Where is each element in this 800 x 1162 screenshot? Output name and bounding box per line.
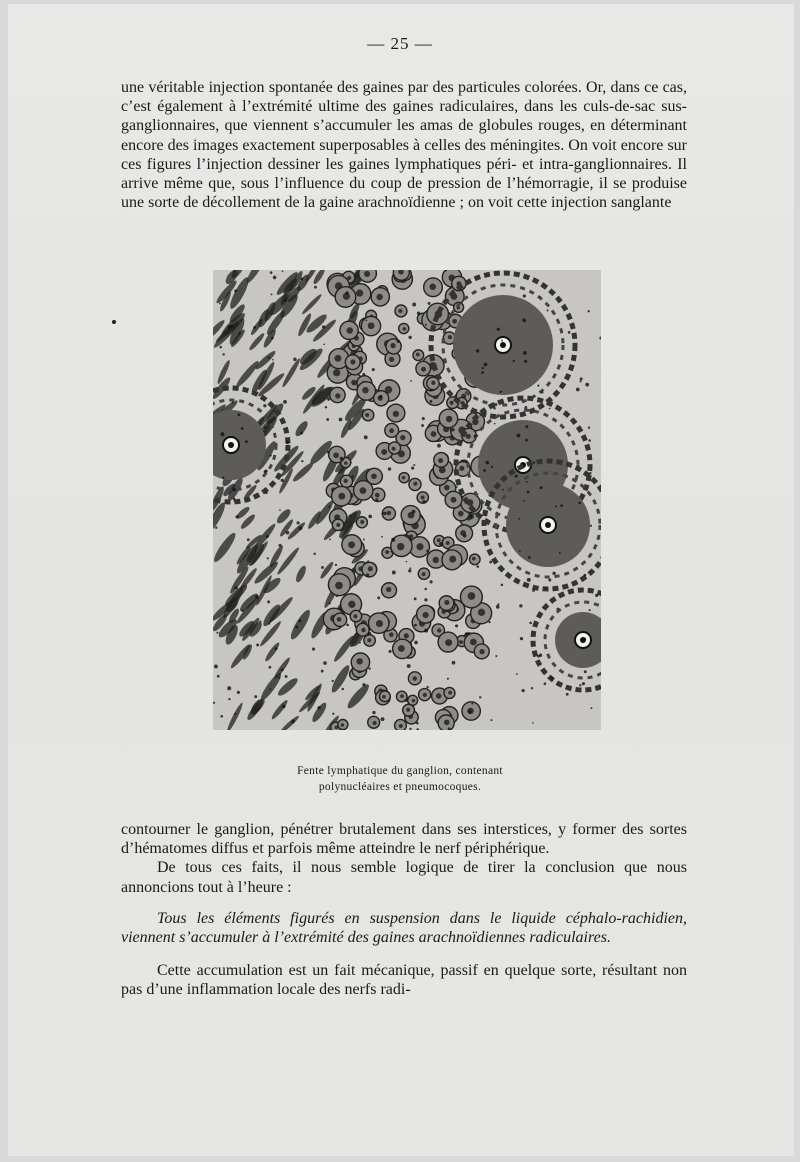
- paragraph-last: Cette accumulation est un fait mécanique, passif en quelque sorte, résultant non pas d’une inflammation locale des nerfs radi-: [121, 962, 687, 999]
- paragraph-top: une véritable injection spontanée des gaines par des particules colorées. Or, dans ce cas, c’est également à l’extrémité ultime des gaines radiculaires, dans les culs-de-sac sus-ganglionnaires, que viennent s’accumuler les amas de globules rouges, en déterminant encore des images exactement superposables à celles des méningites. On voit encore sur ces figures l’injection dessiner les gaines lymphatiques péri- et intra-ganglionnaires. Il arrive même que, sous l’influence du coup de pression de l’hémorragie, il se produise une sorte de décollement de la gaine arachnoïdienne ; on voit cette injection sanglante: [121, 79, 687, 212]
- caption-line-1: Fente lymphatique du ganglion, contenant: [297, 765, 503, 777]
- margin-mark: [112, 320, 116, 324]
- paragraph-italic-thesis: Tous les éléments figurés en suspension dans le liquide céphalo-rachidien, viennent s’accumuler à l’extrémité des gaines arachnoïdiennes radiculaires.: [121, 909, 687, 947]
- histology-illustration: [213, 270, 601, 730]
- caption-line-2: polynucléaires et pneumocoques.: [318, 781, 482, 793]
- page-number: — 25 —: [367, 34, 433, 53]
- paragraph-continued: contourner le ganglion, pénétrer brutalement dans ses interstices, y former des sortes d’hématomes diffus et parfois même atteindre le nerf périphérique.: [121, 821, 687, 858]
- paragraph-conclusion: De tous ces faits, il nous semble logique de tirer la conclusion que nous annoncions tout à l’heure :: [121, 859, 687, 896]
- figure-caption: [0, 763, 800, 795]
- text-after-figure: [121, 820, 687, 1000]
- histology-figure: [213, 270, 601, 730]
